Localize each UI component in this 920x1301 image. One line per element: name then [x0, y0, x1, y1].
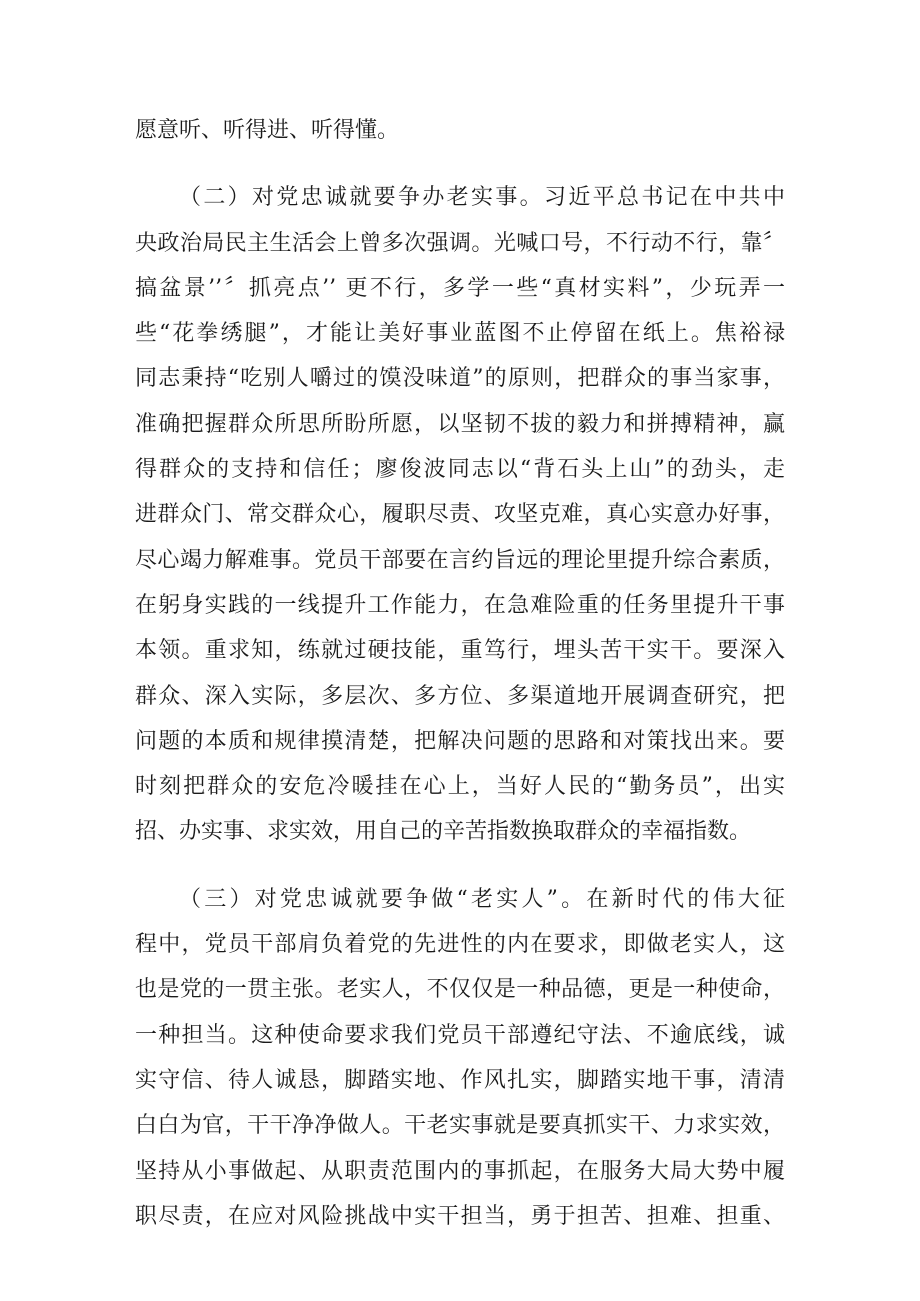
text-line: 得群众的支持和信任；廖俊波同志以“背石头上山”的劲头，走 — [135, 457, 785, 483]
text-line: 本领。重求知，练就过硬技能，重笃行，埋头苦干实干。要深入 — [135, 638, 785, 664]
paragraph-1 — [135, 108, 785, 153]
document-body — [135, 108, 785, 1239]
text-line: 些“花拳绣腿”，才能让美好事业蓝图不止停留在纸上。焦裕禄 — [135, 321, 785, 347]
text-line: 进群众门、常交群众心，履职尽责、攻坚克难，真心实意办好事， — [135, 502, 785, 528]
text-line: 搞盆景’’〞抓亮点’’ 更不行，多学一些“真材实料”，少玩弄一 — [135, 275, 785, 301]
text-line: 央政治局民主生活会上曾多次强调。光喊口号，不行动不行，靠〞 — [135, 230, 785, 256]
text-line: 准确把握群众所思所盼所愿，以坚韧不拔的毅力和拼搏精神，赢 — [135, 411, 785, 437]
text-line: 群众、深入实际，多层次、多方位、多渠道地开展调查研究，把 — [135, 683, 785, 709]
text-line: 时刻把群众的安危冷暖挂在心上，当好人民的“勤务员”，出实 — [135, 774, 785, 800]
text-line: 坚持从小事做起、从职责范围内的事抓起，在服务大局大势中履 — [135, 1158, 785, 1184]
text-line: 尽心竭力解难事。党员干部要在言约旨远的理论里提升综合素质， — [135, 547, 785, 573]
text-line: 也是党的一贯主张。老实人，不仅仅是一种品德，更是一种使命， — [135, 977, 785, 1003]
paragraph-spacer — [135, 153, 785, 175]
text-line: 白白为官，干干净净做人。干老实事就是要真抓实干、力求实效， — [135, 1113, 785, 1139]
text-line: 程中，党员干部肩负着党的先进性的内在要求，即做老实人，这 — [135, 932, 785, 958]
paragraph-3 — [135, 877, 785, 1239]
text-line: 招、办实事、求实效，用自己的辛苦指数换取群众的幸福指数。 — [135, 819, 752, 845]
text-line: （二）对党忠诚就要争办老实事。习近平总书记在中共中 — [179, 185, 785, 211]
text-line: 愿意听、听得进、听得懂。 — [135, 118, 400, 143]
text-line: 一种担当。这种使命要求我们党员干部遵纪守法、不逾底线，诚 — [135, 1022, 785, 1048]
text-line: 问题的本质和规律摸清楚，把解决问题的思路和对策找出来。要 — [135, 728, 785, 754]
text-line: 实守信、待人诚恳，脚踏实地、作风扎实，脚踏实地干事，清清 — [135, 1067, 785, 1093]
paragraph-spacer — [135, 855, 785, 877]
text-line: （三）对党忠诚就要争做“老实人”。在新时代的伟大征 — [179, 886, 785, 912]
text-line: 同志秉持“吃别人嚼过的馍没味道”的原则，把群众的事当家事， — [135, 366, 785, 392]
text-line: 在躬身实践的一线提升工作能力，在急难险重的任务里提升干事 — [135, 592, 785, 618]
paragraph-2 — [135, 175, 785, 854]
text-line: 职尽责，在应对风险挑战中实干担当，勇于担苦、担难、担重、 — [135, 1203, 785, 1229]
